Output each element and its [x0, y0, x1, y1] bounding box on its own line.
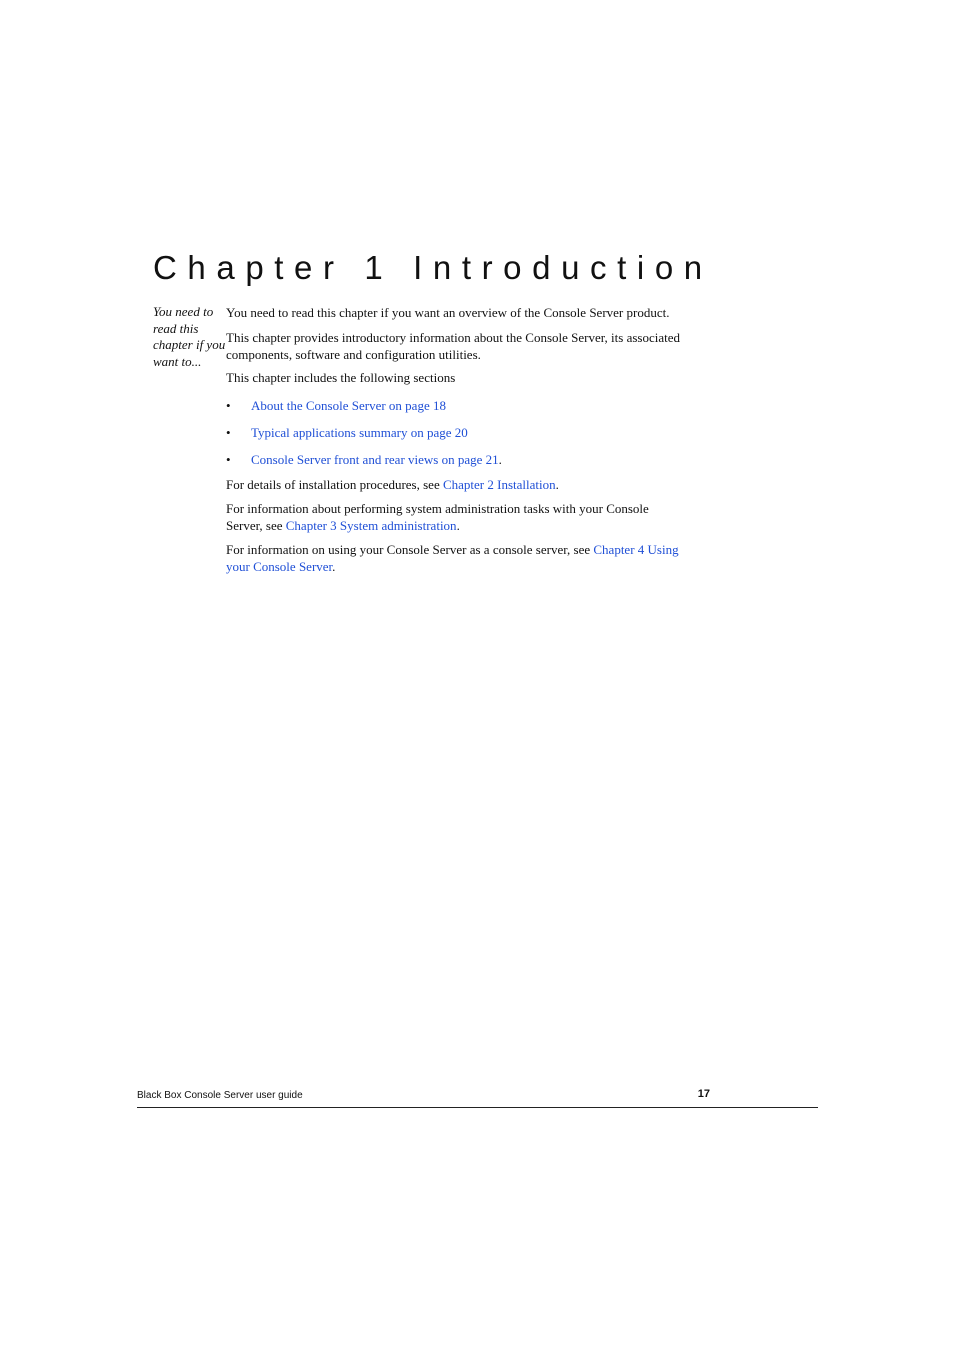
bullet-suffix: .	[498, 452, 502, 467]
installation-paragraph	[226, 476, 716, 493]
typical-applications-link[interactable]: Typical applications summary on page 20	[251, 425, 468, 440]
footer-guide-title: Black Box Console Server user guide	[137, 1090, 303, 1101]
installation-chapter-link[interactable]: Chapter 2 Installation	[442, 477, 556, 492]
bullet-symbol: •	[226, 452, 231, 467]
footer-divider	[137, 1107, 818, 1108]
page-number: 17	[697, 1088, 710, 1100]
bullet-symbol: •	[226, 398, 231, 413]
installation-suffix: .	[555, 477, 559, 492]
intro-paragraph: This chapter provides introductory information about the Console Server, its associated components, software and configuration utilities.	[226, 330, 681, 362]
using-prefix: For information on using your Console Server as a console server, see	[226, 542, 594, 557]
overview-paragraph: You need to read this chapter if you want an overview of the Console Server product.	[226, 305, 670, 320]
installation-prefix: For details of installation procedures, see	[226, 477, 443, 492]
margin-note: You need to read this chapter if you want to...	[153, 304, 226, 369]
sysadmin-prefix: For information about performing system administration tasks with your Console Server, see	[226, 501, 649, 533]
sections-intro-paragraph: This chapter includes the following sections	[226, 370, 456, 385]
bullet-symbol: •	[226, 425, 231, 440]
chapter-title: Chapter 1 Introduction	[153, 249, 713, 286]
using-chapter-link[interactable]: Chapter 4 Using your Console Server	[226, 542, 679, 574]
sysadmin-suffix: .	[456, 518, 460, 533]
using-paragraph	[226, 541, 688, 575]
about-console-server-link[interactable]: About the Console Server on page 18	[251, 398, 446, 413]
using-suffix: .	[332, 559, 336, 574]
sysadmin-chapter-link[interactable]: Chapter 3 System administration	[285, 518, 457, 533]
front-rear-views-link[interactable]: Console Server front and rear views on page 21	[251, 452, 499, 467]
sysadmin-paragraph	[226, 500, 688, 534]
